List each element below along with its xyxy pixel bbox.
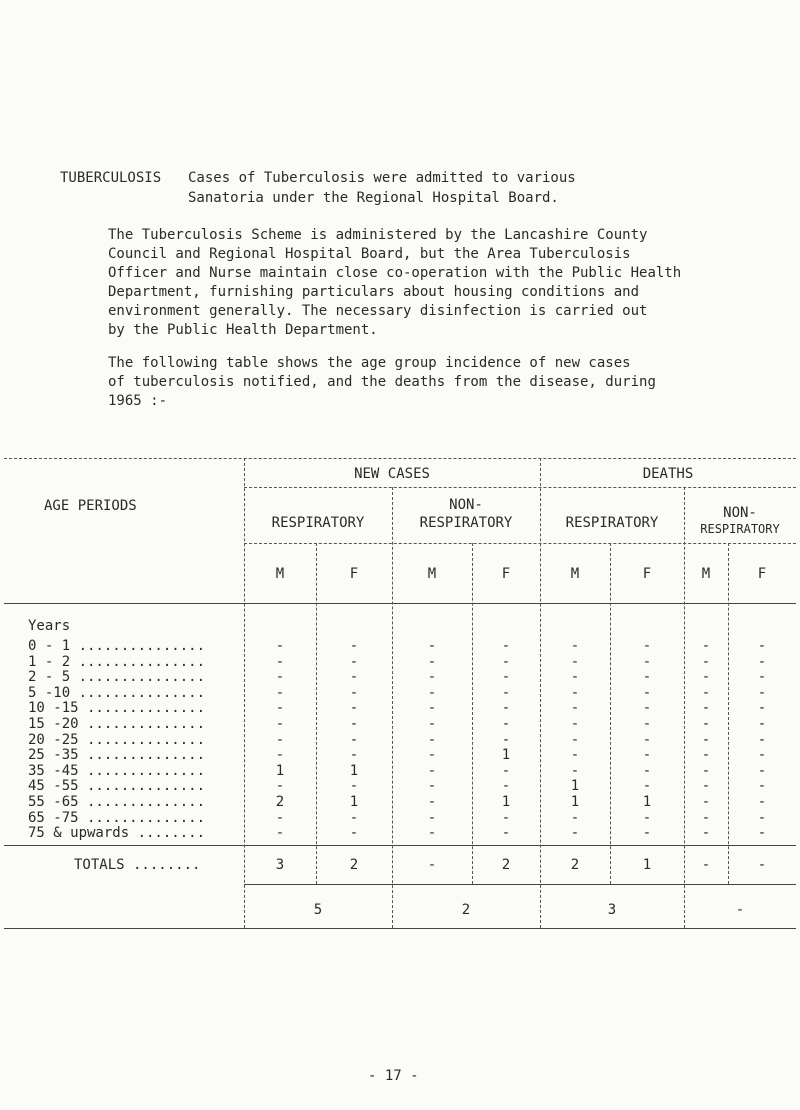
table-cell: - [275,778,285,795]
table-cell: - [642,731,652,748]
table-cell: - [570,762,580,779]
table-cell: - [275,653,285,670]
total-cell: - [757,857,767,873]
new-respiratory-header: RESPIRATORY [271,515,365,531]
table-cell: - [570,825,580,842]
table-cell: - [275,700,285,717]
row-label: 1 - 2 ............... [28,653,206,670]
table-cell: - [275,731,285,748]
table-cell: - [275,669,285,686]
table-cell: - [349,747,359,764]
table-cell: - [701,716,711,732]
table-cell: - [757,716,767,732]
row-label: 2 - 5 ............... [28,669,206,686]
total-cell: 2 [570,857,580,873]
table-cell: - [501,778,511,795]
table-cell: - [757,809,767,826]
col-f-4: F [757,566,767,582]
table-cell: - [757,669,767,686]
total-cell: 2 [501,857,511,873]
table-cell: - [501,809,511,826]
table-cell: - [701,669,711,686]
death-non-resp-header-a: NON- [723,505,757,521]
table-cell: - [570,669,580,686]
col-m-2: M [427,566,437,582]
age-periods-header: AGE PERIODS [44,498,137,514]
group-total-cell: - [735,902,745,918]
table-cell: - [757,778,767,795]
col-f-1: F [349,566,359,582]
table-cell: - [570,684,580,701]
table-cell: 1 [570,794,580,810]
table-cell: - [427,716,437,732]
group-total-cell: 3 [607,902,617,918]
table-cell: - [349,716,359,732]
table-cell: - [349,638,359,654]
table-cell: - [427,747,437,764]
group-total-cell: 2 [461,902,471,918]
table-cell: - [757,653,767,670]
table-cell: - [701,684,711,701]
new-non-resp-header-b: RESPIRATORY [419,515,513,531]
row-label: 65 -75 .............. [28,809,206,826]
col-f-2: F [501,566,511,582]
table-cell: - [427,638,437,654]
table-cell: - [642,809,652,826]
row-label: 75 & upwards ........ [28,825,206,842]
row-label: 25 -35 .............. [28,747,206,764]
table-cell: - [275,716,285,732]
table-cell: - [757,762,767,779]
table-cell: - [642,638,652,654]
years-label: Years [28,618,71,634]
table-cell: - [570,700,580,717]
table-cell: - [570,638,580,654]
table-cell: 1 [501,794,511,810]
table-cell: - [701,700,711,717]
intro-line-1: Cases of Tuberculosis were admitted to various [188,170,576,186]
table-cell: 1 [349,794,359,810]
table-cell: 1 [642,794,652,810]
table-cell: 1 [570,778,580,795]
table-cell: 1 [349,762,359,779]
table-cell: - [275,809,285,826]
table-cell: - [427,684,437,701]
row-label: 5 -10 ............... [28,684,206,701]
table-cell: - [757,747,767,764]
row-label: 0 - 1 ............... [28,638,206,654]
table-cell: - [757,731,767,748]
table-cell: - [501,700,511,717]
row-label: 15 -20 .............. [28,716,206,732]
table-cell: - [642,778,652,795]
table-cell: - [757,794,767,810]
table-cell: - [501,638,511,654]
table-cell: - [349,809,359,826]
total-cell: 3 [275,857,285,873]
row-label: 45 -55 .............. [28,778,206,795]
table-cell: - [501,731,511,748]
table-cell: - [701,778,711,795]
row-label: 10 -15 .............. [28,700,206,717]
table-cell: - [642,700,652,717]
table-cell: - [642,716,652,732]
intro-line-2: Sanatoria under the Regional Hospital Board. [188,190,559,206]
table-cell: - [701,638,711,654]
table-cell: - [701,731,711,748]
table-cell: - [570,747,580,764]
col-m-4: M [701,566,711,582]
table-cell: - [427,825,437,842]
table-cell: - [427,794,437,810]
table-cell: - [349,731,359,748]
table-cell: - [701,809,711,826]
table-cell: 2 [275,794,285,810]
row-label: 35 -45 .............. [28,762,206,779]
col-m-1: M [275,566,285,582]
totals-label: TOTALS ........ [74,857,201,873]
table-cell: - [501,684,511,701]
group-total-cell: 5 [313,902,323,918]
table-cell: - [642,825,652,842]
table-cell: - [275,684,285,701]
table-cell: - [427,762,437,779]
new-non-resp-header-a: NON- [449,497,483,513]
table-cell: - [349,825,359,842]
table-cell: - [501,762,511,779]
row-label: 55 -65 .............. [28,794,206,810]
table-cell: - [570,731,580,748]
row-label: 20 -25 .............. [28,731,206,748]
table-cell: - [570,809,580,826]
table-cell: - [275,747,285,764]
total-cell: - [701,857,711,873]
page-number: - 17 - [368,1068,419,1084]
table-cell: - [275,638,285,654]
table-cell: - [501,669,511,686]
table-cell: 1 [275,762,285,779]
total-cell: 1 [642,857,652,873]
table-cell: - [701,653,711,670]
table-cell: - [427,700,437,717]
table-cell: - [427,778,437,795]
table-cell: - [642,653,652,670]
table-cell: - [642,747,652,764]
new-cases-header: NEW CASES [354,466,430,482]
table-cell: - [349,700,359,717]
table-cell: - [642,762,652,779]
table-cell: - [501,825,511,842]
table-cell: - [701,762,711,779]
total-cell: 2 [349,857,359,873]
table-cell: - [757,700,767,717]
table-cell: - [701,794,711,810]
death-respiratory-header: RESPIRATORY [565,515,659,531]
table-cell: - [501,716,511,732]
table-cell: - [427,809,437,826]
table-cell: - [275,825,285,842]
table-cell: - [501,653,511,670]
col-m-3: M [570,566,580,582]
table-cell: - [570,716,580,732]
table-cell: - [642,669,652,686]
section-label: TUBERCULOSIS [60,170,162,186]
table-cell: - [757,825,767,842]
table-cell: - [427,669,437,686]
table-cell: - [349,653,359,670]
table-cell: - [427,653,437,670]
col-f-3: F [642,566,652,582]
table-cell: - [349,669,359,686]
paragraph-scheme: The Tuberculosis Scheme is administered by the Lancashire County Council and Regional Hospital Board, but the Area Tuberculosis Officer and Nurse maintain close co-operation with the Public Health Department, furnishing particulars about housing conditions and environment generally. The necessary disinfection is carried out by the Public Health Department. [108,227,682,338]
table-cell: - [701,747,711,764]
table-cell: - [570,653,580,670]
deaths-header: DEATHS [642,466,694,482]
table-cell: - [642,684,652,701]
table-cell: - [349,778,359,795]
table-cell: 1 [501,747,511,764]
table-cell: - [757,684,767,701]
death-non-resp-header-c: RESPIRATORY [700,522,780,536]
total-cell: - [427,857,437,873]
paragraph-table-intro: The following table shows the age group incidence of new cases of tuberculosis notified, and the deaths from the disease, during 1965 :- [108,355,656,409]
table-cell: - [427,731,437,748]
table-cell: - [757,638,767,654]
table-cell: - [349,684,359,701]
table-cell: - [701,825,711,842]
